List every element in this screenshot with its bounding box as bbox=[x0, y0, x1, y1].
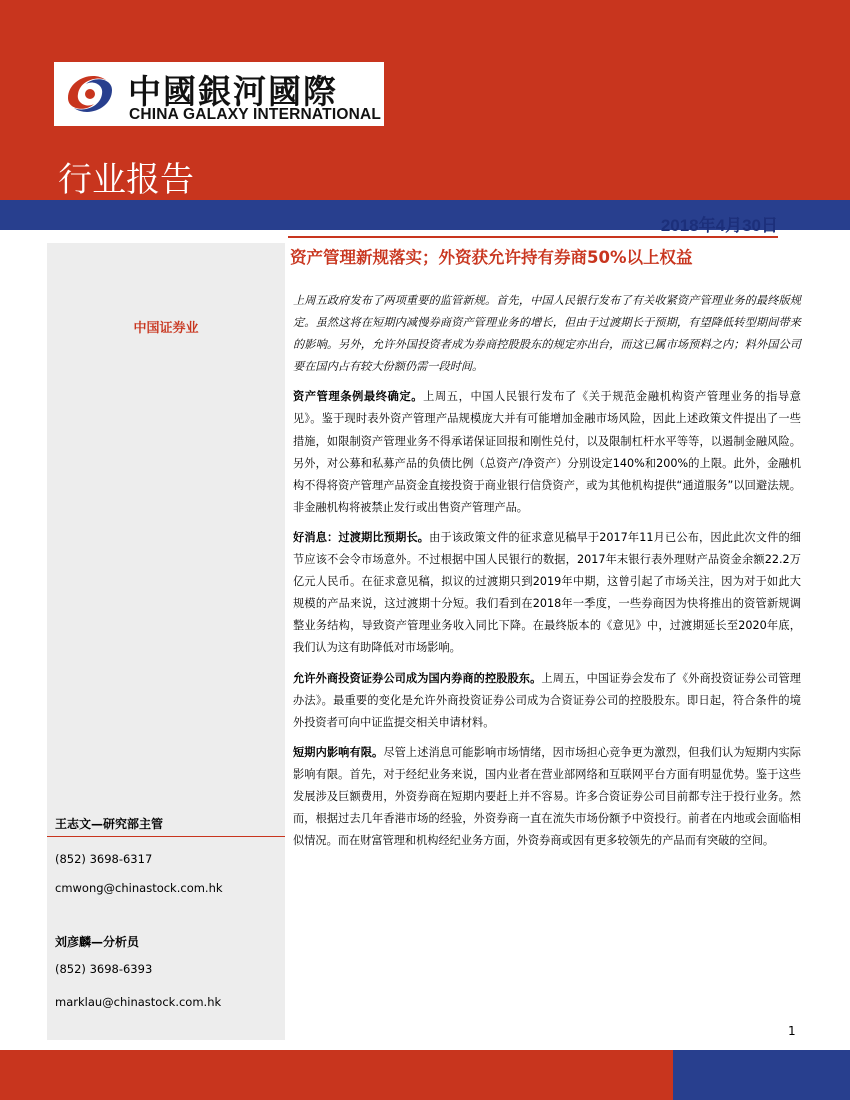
date-divider bbox=[288, 236, 778, 238]
sector-label: 中国证券业 bbox=[133, 321, 199, 336]
company-logo bbox=[54, 62, 384, 126]
logo-chinese-name: 中國銀河國際 bbox=[128, 72, 338, 111]
section-text: 尽管上述消息可能影响市场情绪，因市场担心竞争更为激烈，但我们认为短期内实际影响有限。首先，对于经纪业务来说，国内业者在营业部网络和互联网平台方面有明显优势。鉴于这些发展涉及巨额费用，外资券商在短期内要赶上并不容易。许多合资证券公司目前都专注于投行业务。然而，根据过去几年香港市场的经验，外资券商一直在流失市场份额予中资投行。前者在内地或会面临相似情况。而在财富管理和机构经纪业务方面，外资券商或因有更多较领先的产品而有突破的空间。 bbox=[293, 745, 801, 848]
page-number: 1 bbox=[788, 1024, 796, 1038]
analyst-1-email[interactable]: cmwong@chinastock.com.hk bbox=[55, 881, 223, 895]
section-text: 由于该政策文件的征求意见稿早于2017年11月已公布，因此此次文件的细节应该不会令市场意外。不过根据中国人民银行的数据，2017年末银行表外理财产品资金余额22.2万亿元人民币。在征求意见稿，拟议的过渡期只到2019年中期，这曾引起了市场关注，因为对于如此大规模的产品来说，这过渡期十分短。我们看到在2018年一季度，一些券商因为快将推出的资管新规调整业务结构，导致资产管理业务收入同比下降。在最终版本的《意见》中，过渡期延长至2020年底，我们认为这有助降低对市场影响。 bbox=[293, 530, 801, 655]
section-paragraph bbox=[293, 742, 801, 852]
galaxy-swirl-icon bbox=[62, 68, 118, 120]
footer-red-band bbox=[0, 1050, 673, 1100]
report-body bbox=[293, 290, 801, 860]
report-date: 2018年4月30日 bbox=[660, 216, 778, 235]
report-type-title: 行业报告 bbox=[58, 160, 194, 200]
footer-blue-band bbox=[673, 1050, 850, 1100]
intro-paragraph: 上周五政府发布了两项重要的监管新规。首先，中国人民银行发布了有关收紧资产管理业务的最终版规定。虽然这将在短期内减慢券商资产管理业务的增长，但由于过渡期长于预期，有望降低转型期间带来的影响。另外，允许外国投资者成为券商控股股东的规定亦出台，而这已属市场预料之内；料外国公司要在国内占有较大份额仍需一段时间。 bbox=[293, 294, 801, 374]
analyst-1-phone: (852) 3698-6317 bbox=[55, 852, 153, 866]
logo-english-name: CHINA GALAXY INTERNATIONAL bbox=[129, 106, 382, 123]
analyst-2-email[interactable]: marklau@chinastock.com.hk bbox=[55, 995, 222, 1009]
section-text: 上周五，中国人民银行发布了《关于规范金融机构资产管理业务的指导意见》。鉴于现时表外资产管理产品规模庞大并有可能增加金融市场风险，因此上述政策文件提出了一些措施，如限制资产管理业务不得承诺保证回报和刚性兑付，以及限制杠杆水平等等，以遏制金融风险。另外，对公募和私募产品的负债比例（总资产/净资产）分别设定140%和200%的上限。此外，金融机构不得将资产管理产品资金直接投资于商业银行信贷资产，或为其他机构提供“通道服务”以回避法规。非金融机构将被禁止发行或出售资产管理产品。 bbox=[293, 390, 801, 514]
analyst-1-name: 王志文—研究部主管 bbox=[55, 817, 164, 831]
section-heading: 允许外商投资证券公司成为国内券商的控股股东。 bbox=[293, 671, 542, 685]
section-paragraph bbox=[293, 386, 801, 519]
analyst-2-phone: (852) 3698-6393 bbox=[55, 962, 153, 976]
section-text: 上周五，中国证券会发布了《外商投资证券公司管理办法》。最重要的变化是允许外商投资证券公司成为合资证券公司的控股股东。即日起，符合条件的境外投资者可向中证监提交相关申请材料。 bbox=[293, 671, 801, 729]
section-heading: 资产管理条例最终确定。 bbox=[293, 390, 424, 404]
report-headline: 资产管理新规落实；外资获允许持有券商50%以上权益 bbox=[290, 248, 693, 267]
analyst-2-name: 刘彦麟—分析员 bbox=[55, 935, 140, 949]
section-paragraph bbox=[293, 527, 801, 660]
analyst-divider bbox=[47, 836, 285, 837]
sidebar bbox=[47, 243, 285, 1040]
section-heading: 好消息：过渡期比预期长。 bbox=[293, 530, 430, 544]
section-heading: 短期内影响有限。 bbox=[293, 745, 384, 759]
section-paragraph bbox=[293, 668, 801, 734]
